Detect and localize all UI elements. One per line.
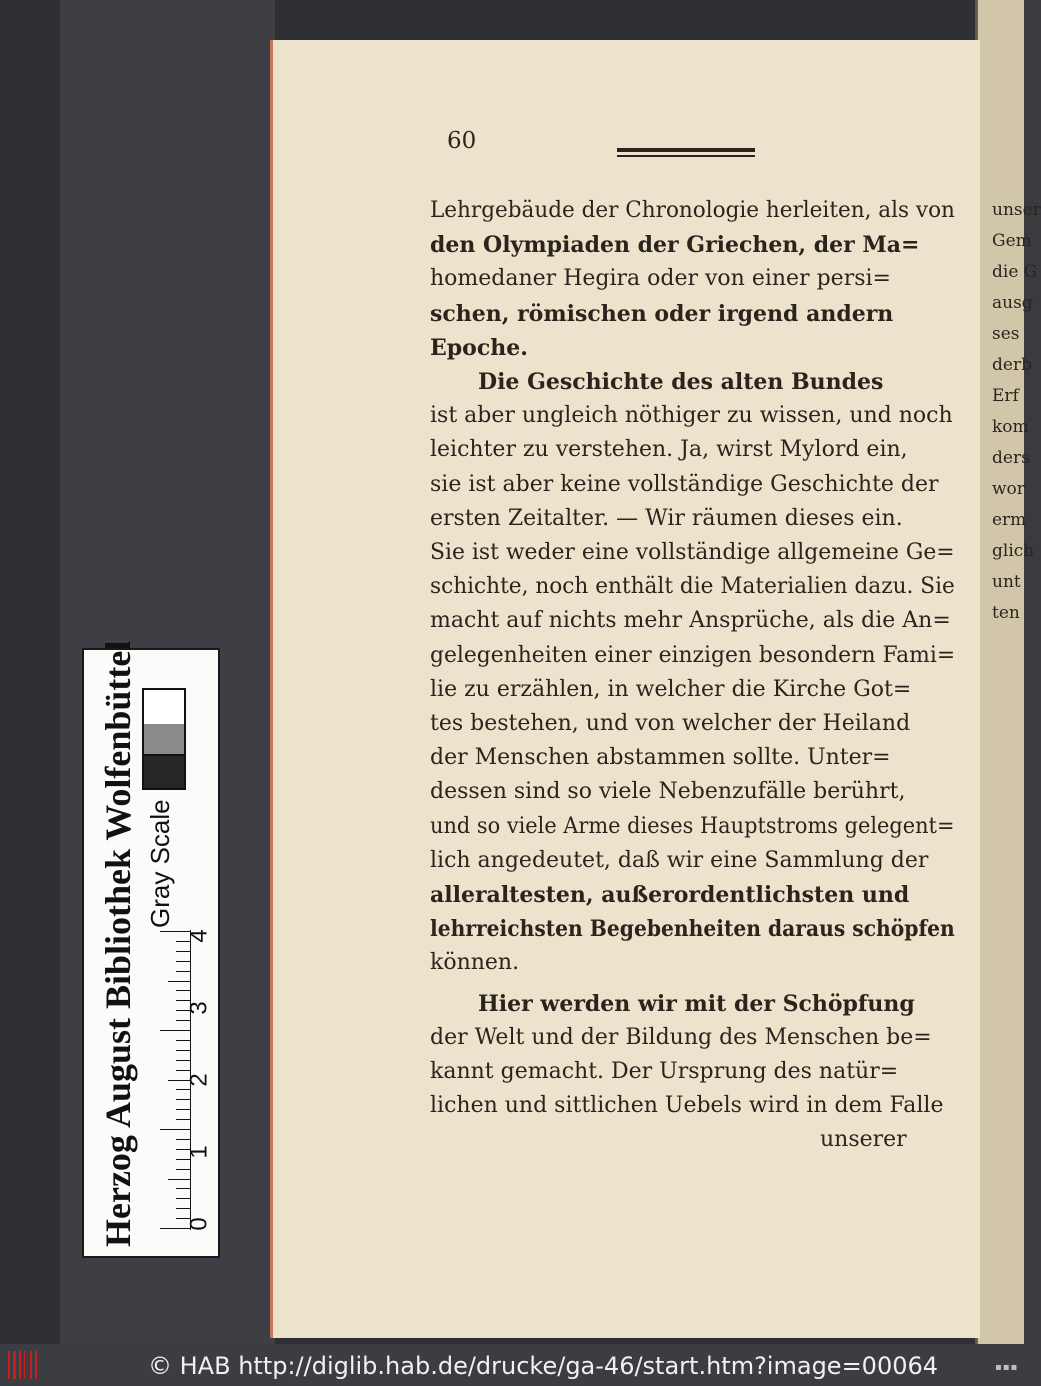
text-line: unserer: [820, 1127, 907, 1153]
gray-swatch-mid: [142, 724, 186, 756]
scale-tick: [176, 1070, 190, 1071]
scale-number: 1: [185, 1145, 213, 1159]
scale-tick: [176, 1099, 190, 1100]
text-line: macht auf nichts mehr Ansprüche, als die An=: [430, 608, 951, 634]
scale-tick: [176, 1060, 190, 1061]
scale-tick: [176, 990, 190, 991]
scale-tick: [176, 1188, 190, 1189]
text-line: tes bestehen, und von welcher der Heiland: [430, 711, 911, 736]
barcode-icon: [8, 1351, 44, 1379]
text-line: der Welt und der Bildung des Menschen be=: [430, 1024, 932, 1050]
edge-fragment: derb: [992, 355, 1032, 375]
edge-fragment: ders: [992, 448, 1030, 468]
text-line: kannt gemacht. Der Ursprung des natür=: [430, 1059, 899, 1084]
text-line: dessen sind so viele Nebenzufälle berührt,: [430, 779, 906, 805]
footer-credit[interactable]: © HAB http://diglib.hab.de/drucke/ga-46/start.htm?image=00064: [148, 1352, 939, 1380]
scale-tick: [176, 1089, 190, 1090]
text-line: Epoche.: [430, 334, 528, 361]
scale-tick: [176, 971, 190, 972]
text-line: Hier werden wir mit der Schöpfung: [478, 990, 915, 1017]
text-line: Sie ist weder eine vollständige allgemeine Ge=: [430, 540, 955, 565]
text-line: Lehrgebäude der Chronologie herleiten, als von: [430, 198, 955, 223]
gray-swatch-white: [142, 688, 186, 728]
scale-tick: [160, 1030, 190, 1031]
footer-dots: ▪▪▪: [995, 1362, 1019, 1373]
scale-number: 3: [185, 1001, 213, 1015]
scale-number: 2: [185, 1073, 213, 1087]
edge-fragment: wor: [992, 479, 1025, 499]
text-line: leichter zu verstehen. Ja, wirst Mylord ein,: [430, 437, 908, 463]
scale-tick: [176, 1020, 190, 1021]
text-line: lehrreichsten Begebenheiten daraus schöpfen: [430, 916, 955, 943]
page-number: 60: [447, 128, 477, 154]
text-line: ist aber ungleich nöthiger zu wissen, und noch: [430, 403, 953, 429]
text-line: der Menschen abstammen sollte. Unter=: [430, 745, 891, 771]
scale-tick: [176, 1159, 190, 1160]
scale-tick: [176, 1198, 190, 1199]
edge-fragment: kom: [992, 417, 1029, 437]
header-rule: [617, 148, 755, 152]
gray-scale-label: Gray Scale: [145, 799, 175, 928]
scale-tick: [168, 1179, 190, 1180]
edge-fragment: Gem: [992, 231, 1032, 251]
text-line: alleraltesten, außerordentlichsten und: [430, 882, 910, 908]
text-line: schichte, noch enthält die Materialien dazu. Sie: [430, 574, 955, 600]
ruler-title: Herzog August Bibliothek Wolfenbüttel: [98, 640, 138, 1247]
header-rule-thin: [617, 155, 755, 157]
edge-fragment: ausg: [992, 293, 1033, 313]
text-line: lichen und sittlichen Uebels wird in dem Falle: [430, 1093, 944, 1119]
gray-swatch-dark: [142, 754, 186, 790]
scale-tick: [176, 1139, 190, 1140]
scale-tick: [176, 1050, 190, 1051]
edge-fragment: unt: [992, 572, 1021, 592]
edge-fragment: die G: [992, 262, 1038, 282]
text-line: den Olympiaden der Griechen, der Ma=: [430, 232, 920, 259]
edge-fragment: erm: [992, 510, 1027, 530]
scale-tick: [176, 1109, 190, 1110]
scale-number: 4: [185, 929, 213, 943]
text-line: schen, römischen oder irgend andern: [430, 300, 894, 327]
scale-tick: [176, 1040, 190, 1041]
edge-fragment: ten: [992, 603, 1020, 623]
text-line: lie zu erzählen, in welcher die Kirche Got=: [430, 676, 912, 702]
scale-tick: [176, 1119, 190, 1120]
scale-tick: [168, 981, 190, 982]
text-line: homedaner Hegira oder von einer persi=: [430, 266, 891, 292]
text-line: gelegenheiten einer einzigen besondern Fami=: [430, 642, 956, 668]
edge-fragment: unser: [992, 200, 1041, 220]
text-line: ersten Zeitalter. — Wir räumen dieses ein.: [430, 505, 903, 531]
scale-number: 0: [185, 1217, 213, 1231]
scale-tick: [176, 951, 190, 952]
edge-fragment: Erf: [992, 386, 1019, 406]
text-line: sie ist aber keine vollständige Geschichte der: [430, 471, 939, 497]
text-line: können.: [430, 950, 520, 976]
scale-tick: [160, 1129, 190, 1130]
edge-fragment: glich: [992, 541, 1035, 561]
text-line: und so viele Arme dieses Hauptstroms gelegent=: [430, 813, 955, 839]
text-line: Die Geschichte des alten Bundes: [478, 369, 884, 395]
edge-fragment: ses: [992, 324, 1020, 344]
scale-tick: [176, 1169, 190, 1170]
text-line: lich angedeutet, daß wir eine Sammlung der: [430, 847, 929, 873]
scale-tick: [176, 961, 190, 962]
scale-tick: [176, 1208, 190, 1209]
